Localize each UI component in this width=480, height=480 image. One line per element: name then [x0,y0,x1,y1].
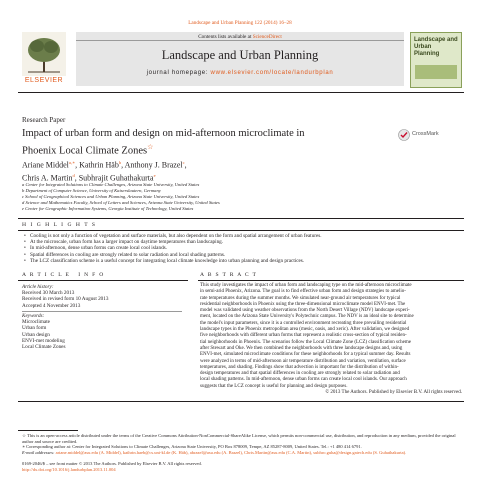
affiliation-d: d Science and Mathematics Faculty, School of Letters and Sciences, Arizona State University, United States [22,200,220,205]
author-middel-sup: a,∗ [68,160,76,165]
highlights-rule-bottom [18,230,464,231]
keyword-item: Urban form [22,325,47,332]
history-received: Received 30 March 2013 [22,290,75,297]
footnote-rule [18,430,78,431]
author-martin: Chris A. Martin [22,173,73,183]
email-links[interactable]: ariane.middel@asu.edu (A. Middel), kathrin.haeb@cs.uni-kl.de (K. Häb), abrazel@asu.edu (A. Brazel), Chris.Martin@asu.edu (C.A. Martin), subhro.guha@design.gatech.edu (S. Guhathakurta). [55,450,407,456]
cover-image [415,65,457,79]
abstract-line: design temperatures and that spatial differences in cooling are strongly related to solar radiation and [200,371,400,377]
abstract-line: were analyzed in terms of mid-afternoon air temperature distribution and variation, ventilation, surface [200,358,406,364]
author-middel: Ariane Middel [22,160,69,170]
open-access-note: ☆ This is an open-access article distributed under the terms of the Creative Commons Attribution-NonCommercial-ShareAlike License, which permits non-commercial use, distribution, and reproduction in any medium, provided the original author and source are credited. [22,433,456,444]
article-title-line2-wrap [22,141,382,158]
history-revised: Received in revised form 10 August 2013 [22,296,109,303]
affiliation-c: c School of Geographical Sciences and Urban Planning, Arizona State University, United States [22,194,200,199]
abstract-rule [198,280,464,281]
crossmark-label: CrossMark [412,131,439,137]
article-title [22,128,382,158]
highlights-rule-top [18,218,464,219]
journal-homepage [76,70,404,76]
highlight-item: • The LCZ classification scheme is a useful concept for integrating local climate knowledge into urban planning and design practices. [30,258,462,264]
corresponding-author-note: ∗ Corresponding author at: Center for Integrated Solutions to Climate Challenges, Arizona State University, PO Box 878009, Tempe, AZ 85287-8009, United States. Tel.: +1 480 414 6791. [22,444,362,450]
abstract-line: tial neighborhoods in Phoenix. The scenarios follow the Local Climate Zone (LCZ) classification scheme [200,339,411,345]
abstract-line: ENVI-met, simulated microclimate conditions for these neighborhoods for a typical summer day. Results [200,352,411,358]
contents-text: Contents lists available at [198,34,252,40]
keyword-item: ENVI-met modeling [22,337,65,344]
keyword-item: Urban design [22,331,50,338]
elsevier-tree-logo [22,32,66,76]
article-info-rule [18,280,188,281]
publisher-name: ELSEVIER [24,77,64,84]
homepage-label: journal homepage: [146,70,209,76]
author-guhathakurta-sup: e [153,172,156,178]
article-history-label: Article history: [22,284,54,290]
highlight-item: • Cooling is not only a function of vegetation and surface materials, but also dependent on the form and spatial arrangement of urban features. [30,233,462,239]
author-guhathakurta: Subhrajit Guhathakurta [78,173,154,183]
keyword-item: Local Climate Zones [22,344,66,351]
affiliation-a: a Center for Integrated Solutions to Climate Challenges, Arizona State University, United States [22,182,200,187]
abstract-line: This study investigates the impact of urban form and landscaping type on the mid-afternoon microclimate [200,283,412,288]
abstract-line: temperatures, and shading. Findings show that advection is important for the distribution of within- [200,364,399,370]
author-hab: Kathrin Häb [79,160,119,170]
author-brazel-sup: c [182,160,185,165]
article-type: Research Paper [22,116,66,124]
homepage-link[interactable]: www.elsevier.com/locate/landurbplan [210,70,334,76]
sciencedirect-link[interactable]: ScienceDirect [252,34,282,40]
authors [22,158,322,183]
abstract-line: rate temperatures during the summer months. We simulated near-ground air temperatures for typical [200,295,401,301]
abstract-line: five neighborhoods with different urban forms that represent a realistic cross-section of typical residen- [200,333,407,339]
journal-cover-thumbnail [410,32,462,88]
affiliations [22,182,442,212]
footnotes [22,433,462,456]
abstract-line: model was validated using weather observations from the North Desert Village (NDV) landscape experi- [200,308,410,314]
masthead-rule [18,92,464,93]
affiliation-b: b Department of Computer Science, University of Kaiserslautern, Germany [22,188,161,193]
affiliation-e: e Center for Geographic Information Systems, Georgia Institute of Technology, United States [22,206,194,211]
keywords-rule [22,311,182,312]
cover-title: Landscape and Urban Planning [414,37,458,57]
keyword-item: Microclimate [22,319,50,326]
doi-link[interactable]: http://dx.doi.org/10.1016/j.landurbplan.2013.11.004 [22,466,116,472]
abstract-line: after Stewart and Oke. We then combined the neighborhoods with three landscape designs and, using [200,345,403,351]
author-martin-sup: d [72,172,75,178]
highlights-heading: H I G H L I G H T S [22,222,97,228]
authors-line1: Ariane Middel$^{a,∗}$, Kathrin Häb$^b$, Anthony J. Brazel$^c$, [22,160,187,170]
abstract-line: the model's input parameters, since it is a controlled environment recreating three prevailing residential [200,320,407,326]
crossmark-icon [398,129,410,141]
article-title-line2: Phoenix Local Climate Zones [22,145,148,156]
crossmark-badge[interactable] [398,128,458,142]
article-info-heading: A R T I C L E I N F O [22,272,105,278]
email-label: E-mail addresses: [22,450,55,456]
highlight-item: • Spatial differences in cooling are strongly related to solar radiation and local shading patterns. [30,252,462,258]
author-hab-sup: b [118,160,122,165]
article-title-line1: Impact of urban form and design on mid-afternoon microclimate in [22,128,305,139]
highlight-item: • At the microscale, urban form has a larger impact on daytime temperatures than landscaping. [30,239,462,245]
keywords-label: Keywords: [22,313,45,319]
journal-citation: Landscape and Urban Planning 122 (2014) 16–28 [188,20,292,26]
issn-line: 0169-2046/$ – see front matter © 2013 The Authors. Published by Elsevier B.V. All rights reserved. [22,461,202,466]
bibliographic-info [22,461,462,472]
masthead-divider [76,40,404,41]
email-addresses [22,450,462,456]
abstract-line: ment, located on the Arizona State University's Polytechnic campus. The NDV is an ideal site to determine [200,314,414,320]
abstract-heading: A B S T R A C T [200,272,258,278]
abstract-line: landscape types in the Phoenix metropolitan area (mesic, oasis, and xeric). After validation, we designed [200,327,410,333]
abstract-line: in semi-arid Phoenix, Arizona. The goal is to find effective urban form and design strategies to amelio- [200,289,406,295]
author-brazel: Anthony J. Brazel [124,160,183,170]
abstract-bottom-rule [18,401,464,402]
abstract-copyright: © 2013 The Authors. Published by Elsevier B.V. All rights reserved. [325,390,462,396]
authors-line2: Chris A. Martin$^d$, Subhrajit Guhathakurta$^e$ [22,172,156,183]
highlights-list [22,233,462,264]
journal-title: Landscape and Urban Planning [161,48,319,62]
abstract-line: residential neighborhoods in Phoenix using the three-dimensional microclimate model ENVI-met. The [200,301,406,307]
highlight-item: • In mid-afternoon, dense urban forms can create local cool islands. [30,245,462,251]
article-history [22,284,182,309]
abstract-line: suggests that the LCZ concept is useful for planning and design purposes. [200,383,348,389]
abstract-body [200,283,462,396]
title-footnote-mark[interactable]: ☆ [147,142,154,151]
history-accepted: Accepted 4 November 2013 [22,302,81,309]
keywords [22,313,182,350]
abstract-line: local shading patterns. In mid-afternoon, dense urban forms can create local cool islands. Our approach [200,377,407,383]
